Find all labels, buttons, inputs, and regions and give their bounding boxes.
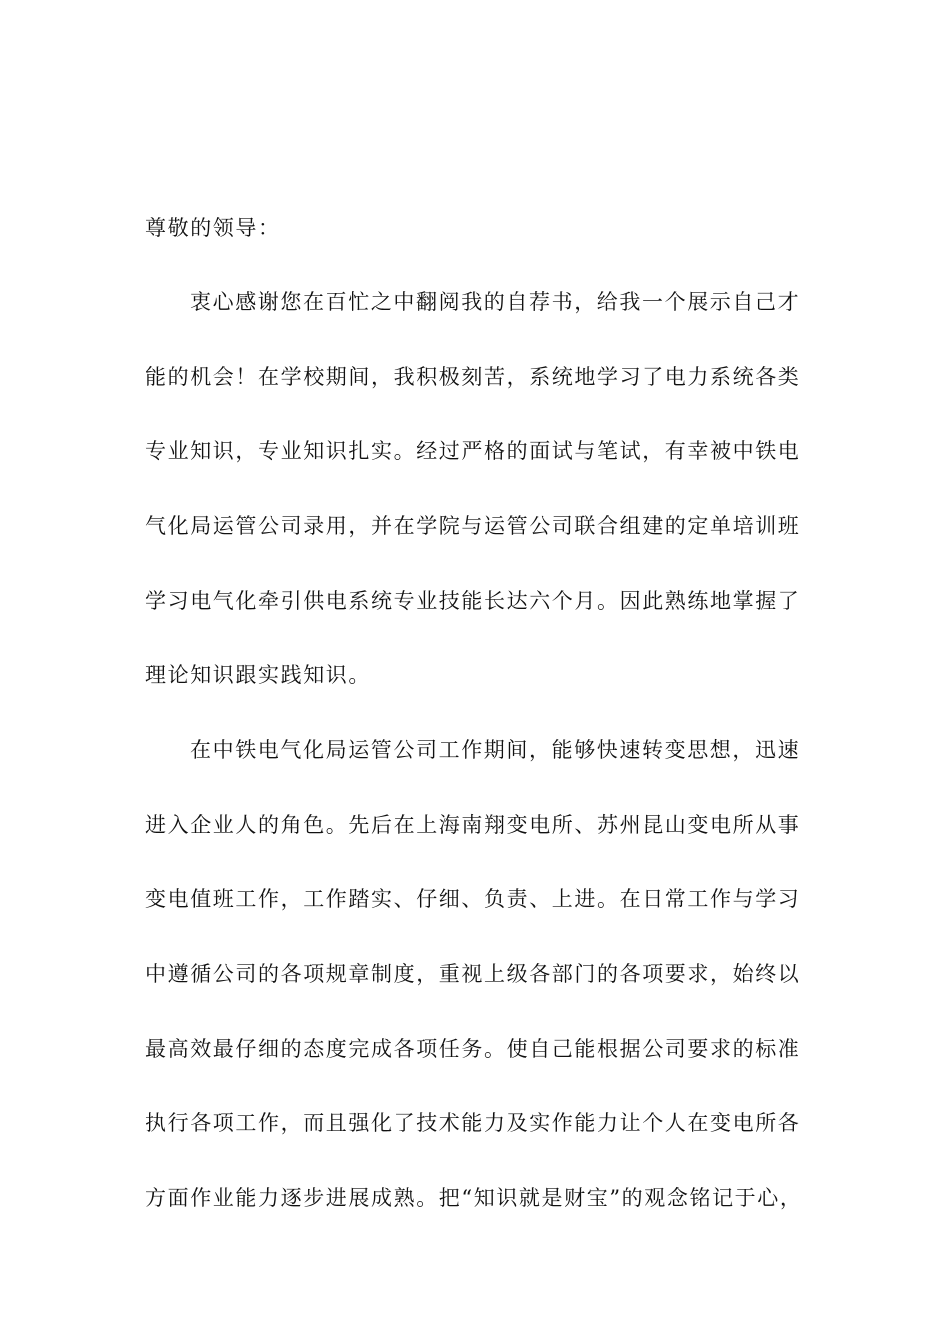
paragraph-1-line-5: 学习电气化牵引供电系统专业技能长达六个月。因此熟练地掌握了	[145, 589, 801, 613]
paragraph-1-line-1: 衷心感谢您在百忙之中翻阅我的自荐书，给我一个展示自己才	[190, 290, 801, 314]
paragraph-1-line-6: 理论知识跟实践知识。	[145, 663, 371, 687]
paragraph-2-line-3: 变电值班工作，工作踏实、仔细、负责、上进。在日常工作与学习	[145, 887, 801, 911]
paragraph-2-line-4: 中遵循公司的各项规章制度，重视上级各部门的各项要求，始终以	[145, 962, 801, 986]
paragraph-1-line-2: 能的机会！在学校期间，我积极刻苦，系统地学习了电力系统各类	[145, 365, 801, 389]
paragraph-2-line-5: 最高效最仔细的态度完成各项任务。使自己能根据公司要求的标准	[145, 1037, 801, 1061]
paragraph-2-line-1: 在中铁电气化局运管公司工作期间，能够快速转变思想，迅速	[190, 738, 801, 762]
paragraph-1-line-3: 专业知识，专业知识扎实。经过严格的面试与笔试，有幸被中铁电	[145, 439, 801, 463]
salutation: 尊敬的领导：	[145, 216, 281, 240]
paragraph-2-line-2: 进入企业人的角色。先后在上海南翔变电所、苏州昆山变电所从事	[145, 813, 801, 837]
paragraph-2-line-7: 方面作业能力逐步进展成熟。把“知识就是财宝”的观念铭记于心，	[145, 1186, 803, 1210]
paragraph-2-line-6: 执行各项工作，而且强化了技术能力及实作能力让个人在变电所各	[145, 1111, 801, 1135]
paragraph-1-line-4: 气化局运管公司录用，并在学院与运管公司联合组建的定单培训班	[145, 514, 801, 538]
